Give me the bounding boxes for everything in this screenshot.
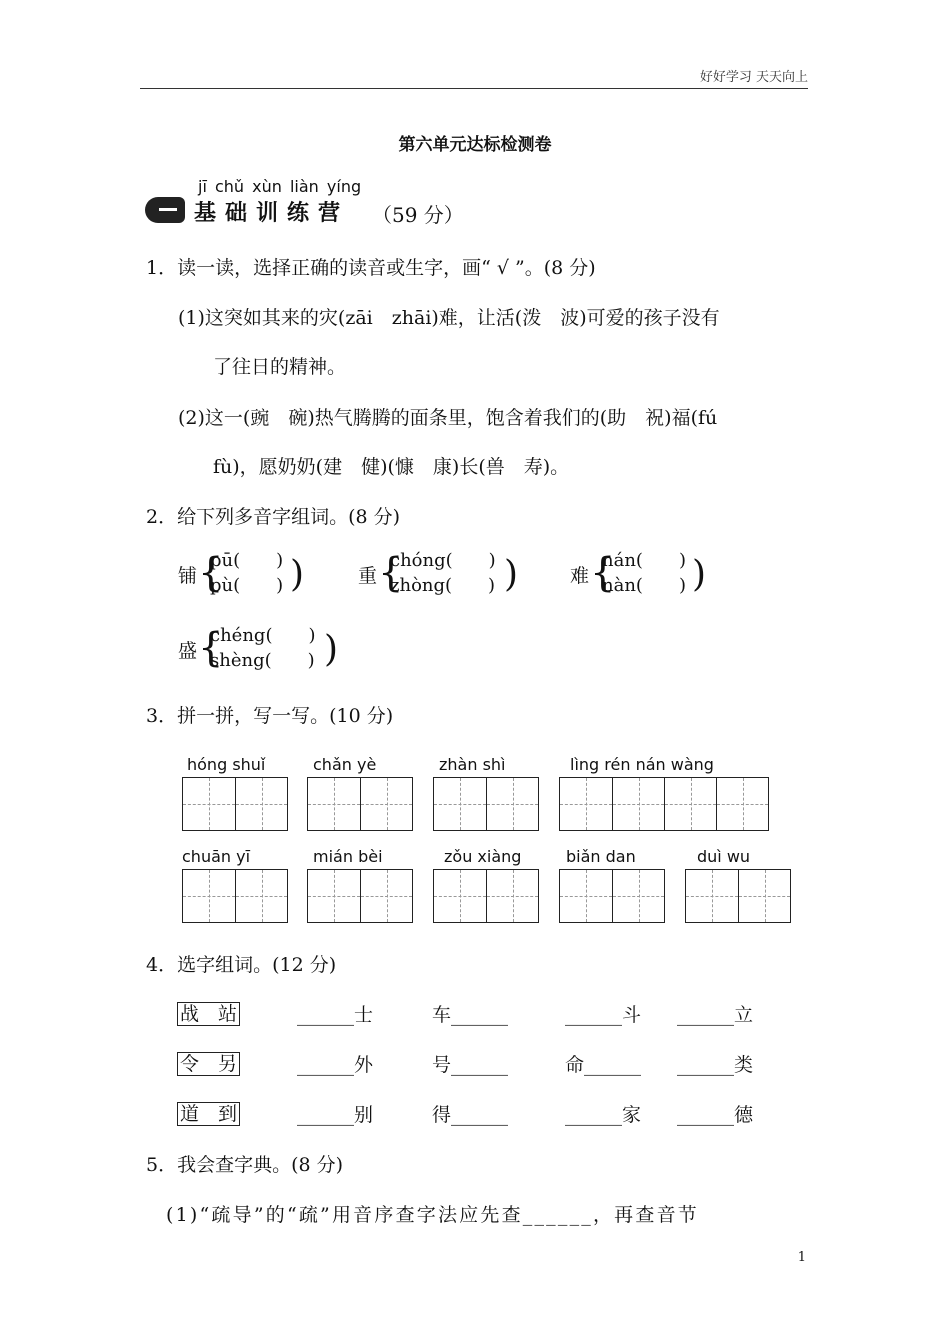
q3-pinyin: hóng shuǐ bbox=[187, 755, 266, 774]
q1-stem: 1．读一读，选择正确的读音或生字，画“ √ ”。(8 分) bbox=[146, 257, 596, 279]
q2-char: 难 bbox=[570, 565, 590, 587]
q4-blank[interactable]: ______士 bbox=[297, 1004, 374, 1026]
q3-pinyin: zhàn shì bbox=[439, 755, 506, 774]
q3-pinyin: duì wu bbox=[697, 847, 751, 866]
writing-grid[interactable] bbox=[307, 777, 413, 831]
brace-left: { bbox=[378, 550, 404, 596]
q3-pinyin: zǒu xiàng bbox=[444, 847, 522, 866]
q4-blank[interactable]: ______别 bbox=[297, 1104, 374, 1126]
q4-blank[interactable]: ______德 bbox=[677, 1104, 754, 1126]
brace-right: ) bbox=[504, 554, 519, 595]
brace-left: { bbox=[198, 550, 224, 596]
q2-reading-1: nán( ) bbox=[602, 550, 686, 571]
q2-reading-1: chéng( ) bbox=[210, 625, 316, 646]
q1-item1-line1: (1)这突如其来的灾(zāi zhāi)难，让活(泼 波)可爱的孩子没有 bbox=[178, 307, 720, 329]
q2-reading-1: chóng( ) bbox=[390, 550, 496, 571]
q2-stem: 2．给下列多音字组词。(8 分) bbox=[146, 506, 401, 528]
writing-grid[interactable] bbox=[182, 777, 288, 831]
q2-char: 铺 bbox=[178, 565, 198, 587]
q2-reading-2: pù( ) bbox=[210, 575, 284, 596]
writing-grid[interactable] bbox=[182, 869, 288, 923]
q4-blank[interactable]: 命______ bbox=[565, 1054, 642, 1076]
q4-blank[interactable]: 得______ bbox=[432, 1104, 509, 1126]
section-pinyin: jī chǔ xùn liàn yíng bbox=[198, 177, 362, 196]
writing-grid[interactable] bbox=[433, 869, 539, 923]
q1-item2-line1: (2)这一(豌 碗)热气腾腾的面条里，饱含着我们的(助 祝)福(fú bbox=[178, 407, 718, 429]
brace-left: { bbox=[590, 550, 616, 596]
q3-pinyin: chǎn yè bbox=[313, 755, 377, 774]
writing-grid[interactable] bbox=[433, 777, 539, 831]
brace-right: ) bbox=[692, 554, 707, 595]
section-number-badge bbox=[145, 197, 185, 223]
writing-grid[interactable] bbox=[559, 777, 769, 831]
page-title: 第六单元达标检测卷 bbox=[398, 135, 552, 155]
q4-option-box: 令 另 bbox=[177, 1052, 240, 1076]
q2-reading-2: zhòng( ) bbox=[390, 575, 496, 596]
writing-grid[interactable] bbox=[685, 869, 791, 923]
section-title: 基础训练营 bbox=[194, 201, 350, 226]
q2-reading-2: nàn( ) bbox=[602, 575, 686, 596]
header-motto: 好好学习 天天向上 bbox=[699, 70, 808, 85]
q1-item1-line2: 了往日的精神。 bbox=[213, 356, 347, 378]
q4-stem: 4．选字组词。(12 分) bbox=[146, 954, 337, 976]
brace-right: ) bbox=[290, 554, 305, 595]
page-number: 1 bbox=[797, 1250, 806, 1265]
q5-stem: 5．我会查字典。(8 分) bbox=[146, 1154, 344, 1176]
q1-item2-line2: fù)，愿奶奶(建 健)(慷 康)长(兽 寿)。 bbox=[213, 456, 570, 478]
q4-blank[interactable]: ______外 bbox=[297, 1054, 374, 1076]
q3-stem: 3．拼一拼，写一写。(10 分) bbox=[146, 705, 394, 727]
q4-option-box: 道 到 bbox=[177, 1102, 240, 1126]
section-score: （59 分） bbox=[372, 203, 464, 227]
q2-reading-1: pū( ) bbox=[210, 550, 284, 571]
q3-pinyin: biǎn dan bbox=[566, 847, 636, 866]
brace-right: ) bbox=[324, 629, 339, 670]
q4-blank[interactable]: ______类 bbox=[677, 1054, 754, 1076]
q4-blank[interactable]: 号______ bbox=[432, 1054, 509, 1076]
writing-grid[interactable] bbox=[559, 869, 665, 923]
q3-pinyin: lìng rén nán wàng bbox=[570, 755, 714, 774]
q3-pinyin: mián bèi bbox=[313, 847, 383, 866]
writing-grid[interactable] bbox=[307, 869, 413, 923]
q3-pinyin: chuān yī bbox=[182, 847, 251, 866]
q4-blank[interactable]: ______斗 bbox=[565, 1004, 642, 1026]
q4-blank[interactable]: ______家 bbox=[565, 1104, 642, 1126]
q4-blank[interactable]: 车______ bbox=[432, 1004, 509, 1026]
q5-item1: (1)“疏导”的“疏”用音序查字法应先查______，再查音节 bbox=[166, 1204, 699, 1226]
q2-reading-2: shèng( ) bbox=[210, 650, 315, 671]
q2-char: 重 bbox=[358, 565, 378, 587]
q4-option-box: 战 站 bbox=[177, 1002, 240, 1026]
q4-blank[interactable]: ______立 bbox=[677, 1004, 754, 1026]
brace-left: { bbox=[198, 625, 224, 671]
header-rule bbox=[140, 88, 808, 89]
q2-char: 盛 bbox=[178, 640, 198, 662]
